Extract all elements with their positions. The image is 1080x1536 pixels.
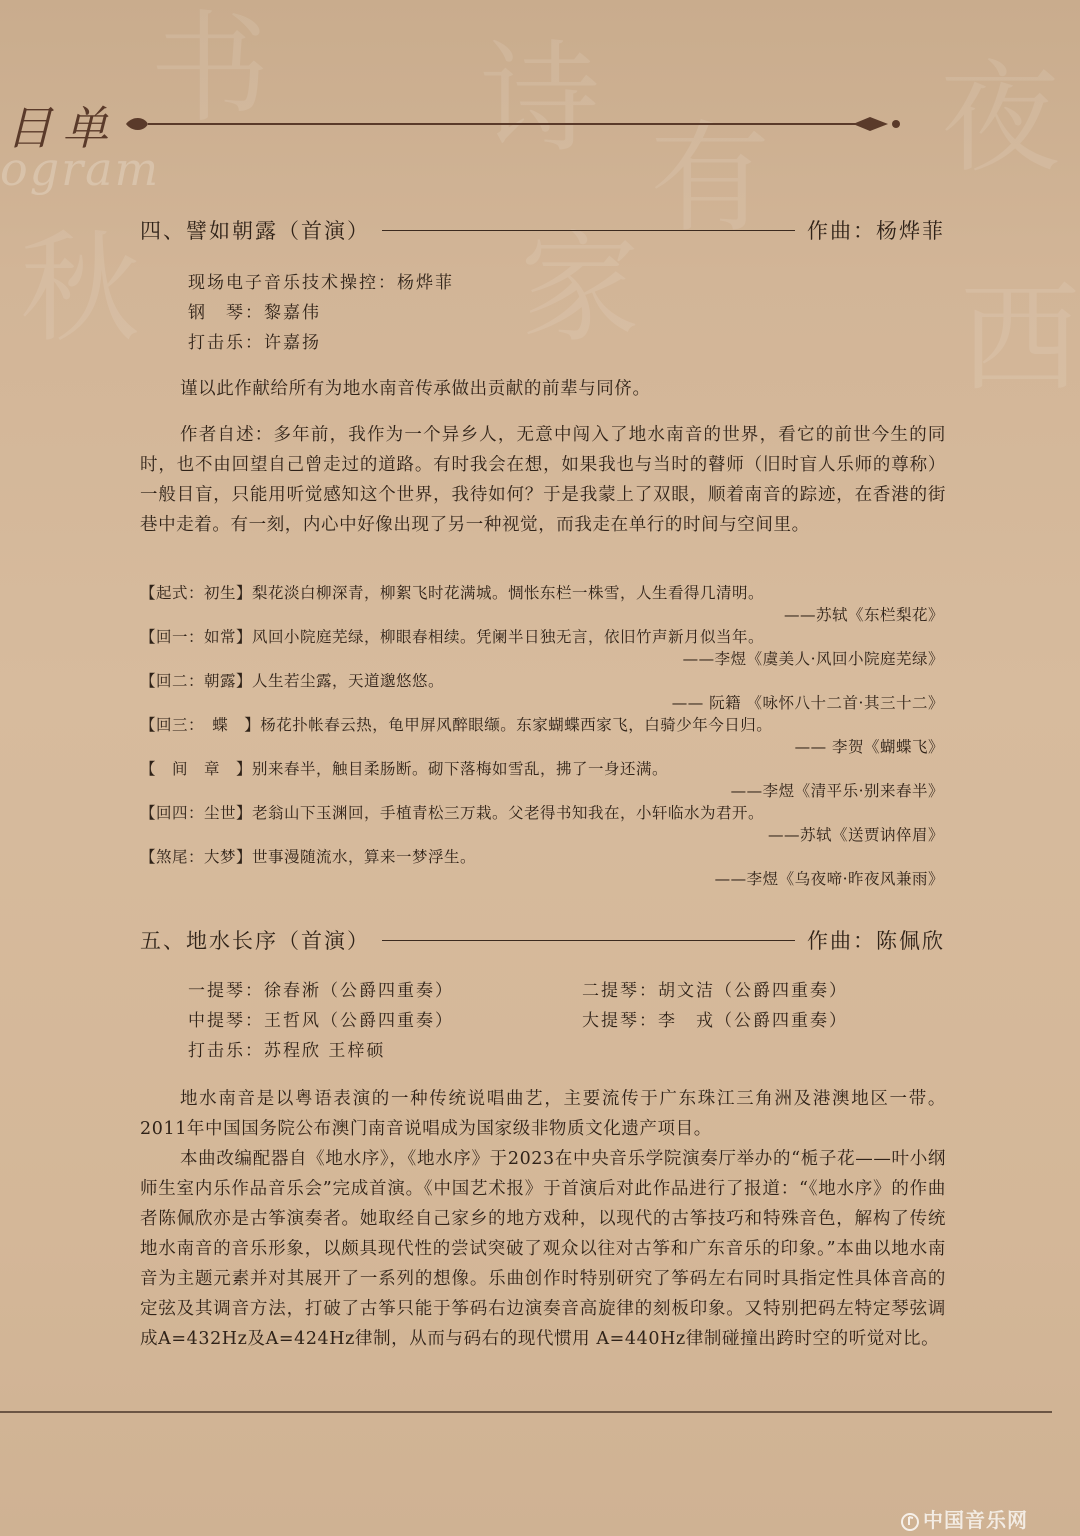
section-4-header xyxy=(140,214,945,246)
program-note-paragraph: 本曲改编配器自《地水序》，《地水序》于2023在中央音乐学院演奏厅举办的“栀子花——叶小纲师生室内乐作品音乐会”完成首演。《中国艺术报》于首演后对此作品进行了报道：“《地水序》的作曲者陈佩欣亦是古筝演奏者。她取经自己家乡的地方戏种，以现代的古筝技巧和特殊音色，解构了传统地水南音的音乐形象，以颇具现代性的尝试突破了观众以往对古筝和广东音乐的印象。”本曲以地水南音为主题元素并对其展开了一系列的想像。乐曲创作时特别研究了筝码左右同时具指定性具体音高的定弦及其调音方法，打破了古筝只能于筝码右边演奏音高旋律的刻板印象。又特别把码左特定琴弦调成A=432Hz及A=424Hz律制，从而与码右的现代惯用 A=440Hz律制碰撞出跨时空的听觉对比。 xyxy=(140,1149,946,1349)
performer-line: 大提琴：李 戎（公爵四重奏） xyxy=(582,1011,848,1031)
background-calligraphy: 书 诗 有 夜 秋 家 西 xyxy=(20,0,1080,409)
poem-verse: 【 间 章 】别来春半，触目柔肠断。砌下落梅如雪乱，拂了一身还满。 xyxy=(140,760,669,778)
music-note-icon xyxy=(901,1512,919,1532)
performer-line: 中提琴：王哲风（公爵四重奏） xyxy=(188,1011,454,1031)
ornamental-rule xyxy=(118,110,908,138)
site-watermark xyxy=(901,1504,1028,1533)
dedication: 谨以此作献给所有为地水南音传承做出贡献的前辈与同侪。 xyxy=(180,379,651,399)
section-4-title: 四、譬如朝露（首演） xyxy=(140,219,370,243)
poem-verse: 【回二：朝露】人生若尘露，天道邈悠悠。 xyxy=(140,672,445,690)
poem-source: ——李煜《清平乐·别来春半》 xyxy=(730,782,944,800)
program-note-paragraph: 地水南音是以粤语表演的一种传统说唱曲艺，主要流传于广东珠江三角洲及港澳地区一带。2011年中国国务院公布澳门南音说唱成为国家级非物质文化遗产项目。 xyxy=(140,1089,946,1139)
poem-source: ——苏轼《送贾讷倅眉》 xyxy=(767,826,944,844)
page-header xyxy=(0,92,1052,196)
poem-source: —— 阮籍 《咏怀八十二首·其三十二》 xyxy=(671,694,944,712)
poem-verse: 【煞尾：大梦】世事漫随流水，算来一梦浮生。 xyxy=(140,848,477,866)
poem-verse: 【回四：尘世】老翁山下玉渊回，手植青松三万栽。父老得书知我在，小轩临水为君开。 xyxy=(140,804,765,822)
title-rule xyxy=(382,940,795,941)
section-5-header xyxy=(140,924,945,956)
performer-line: 现场电子音乐技术操控：杨烨菲 xyxy=(188,273,454,293)
performer-line: 打击乐：苏程欣 王梓硕 xyxy=(188,1041,386,1061)
performer-line: 打击乐：许嘉扬 xyxy=(188,333,321,353)
poem-source: ——李煜《虞美人·风回小院庭芜绿》 xyxy=(682,650,944,668)
poem-source: ——苏轼《东栏梨花》 xyxy=(783,606,944,624)
poem-list xyxy=(140,582,944,890)
poem-verse: 【回一：如常】风回小院庭芜绿，柳眼春相续。凭阑半日独无言，依旧竹声新月似当年。 xyxy=(140,628,765,646)
performer-line: 二提琴：胡文洁（公爵四重奏） xyxy=(582,981,848,1001)
poem-source: ——李煜《乌夜啼·昨夜风兼雨》 xyxy=(714,870,944,888)
section-5-title: 五、地水长序（首演） xyxy=(140,929,370,953)
page-subtitle-watermark: ogram xyxy=(0,142,161,196)
page-title: 目单 xyxy=(6,101,118,155)
poem-verse: 【起式：初生】梨花淡白柳深青，柳絮飞时花满城。惆怅东栏一株雪，人生看得几清明。 xyxy=(140,584,765,602)
performer-line: 一提琴：徐春淅（公爵四重奏） xyxy=(188,981,454,1001)
section-5-composer: 作曲：陈佩欣 xyxy=(807,929,945,953)
watermark-text: 中国音乐网 xyxy=(923,1508,1028,1532)
poem-verse: 【回三： 蝶 】杨花扑帐春云热，龟甲屏风醉眼缬。东家蝴蝶西家飞，白骑少年今日归。 xyxy=(140,716,773,734)
performer-line: 钢 琴：黎嘉伟 xyxy=(188,303,321,323)
bottom-divider xyxy=(0,1411,1052,1413)
title-rule xyxy=(382,230,795,231)
section-4-composer: 作曲：杨烨菲 xyxy=(807,219,945,243)
composer-notes: 作者自述：多年前，我作为一个异乡人，无意中闯入了地水南音的世界，看它的前世今生的同时，也不由回望自己曾走过的道路。有时我会在想，如果我也与当时的瞽师（旧时盲人乐师的尊称）一般目盲，只能用听觉感知这个世界，我待如何？于是我蒙上了双眼，顺着南音的踪迹，在香港的街巷中走着。有一刻，内心中好像出现了另一种视觉，而我走在单行的时间与空间里。 xyxy=(140,425,946,535)
poem-source: —— 李贺《蝴蝶飞》 xyxy=(794,738,944,756)
